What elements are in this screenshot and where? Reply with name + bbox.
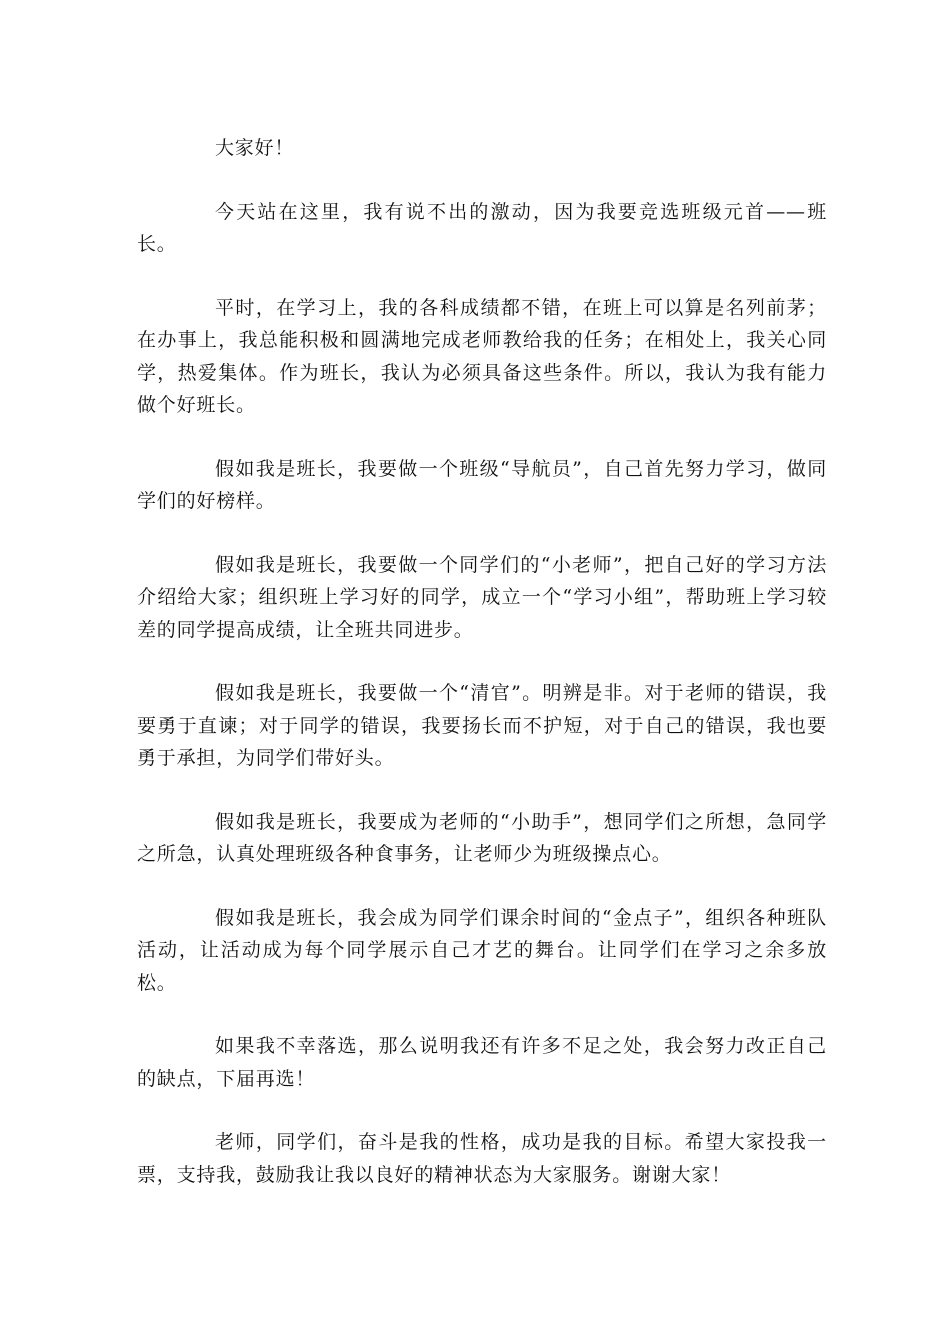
paragraph-if-not-elected: 如果我不幸落选，那么说明我还有许多不足之处，我会努力改正自己的缺点，下届再选！ xyxy=(137,1035,827,1090)
paragraph-intro: 今天站在这里，我有说不出的激动，因为我要竞选班级元首——班长。 xyxy=(137,200,827,255)
paragraph-honest-official: 假如我是班长，我要做一个“清官”。明辨是非。对于老师的错误，我要勇于直谏；对于同学的错误，我要扬长而不护短，对于自己的错误，我也要勇于承担，为同学们带好头。 xyxy=(137,682,827,769)
paragraph-golden-ideas: 假如我是班长，我会成为同学们课余时间的“金点子”，组织各种班队活动，让活动成为每个同学展示自己才艺的舞台。让同学们在学习之余多放松。 xyxy=(137,906,827,994)
paragraph-navigator: 假如我是班长，我要做一个班级“导航员”，自己首先努力学习，做同学们的好榜样。 xyxy=(137,457,827,512)
paragraph-little-helper: 假如我是班长，我要成为老师的“小助手”，想同学们之所想，急同学之所急，认真处理班级各种食事务，让老师少为班级操点心。 xyxy=(137,810,827,865)
paragraph-closing: 老师，同学们，奋斗是我的性格，成功是我的目标。希望大家投我一票，支持我，鼓励我让我以良好的精神状态为大家服务。谢谢大家！ xyxy=(137,1131,827,1186)
paragraph-little-teacher: 假如我是班长，我要做一个同学们的“小老师”，把自己好的学习方法介绍给大家；组织班上学习好的同学，成立一个“学习小组”，帮助班上学习较差的同学提高成绩，让全班共同进步。 xyxy=(137,553,827,641)
paragraph-greeting: 大家好！ xyxy=(215,137,295,159)
document-body xyxy=(137,132,827,1222)
paragraph-qualifications: 平时，在学习上，我的各科成绩都不错，在班上可以算是名列前茅；在办事上，我总能积极和圆满地完成老师教给我的任务；在相处上，我关心同学，热爱集体。作为班长，我认为必须具备这些条件。所以，我认为我有能力做个好班长。 xyxy=(137,296,827,416)
